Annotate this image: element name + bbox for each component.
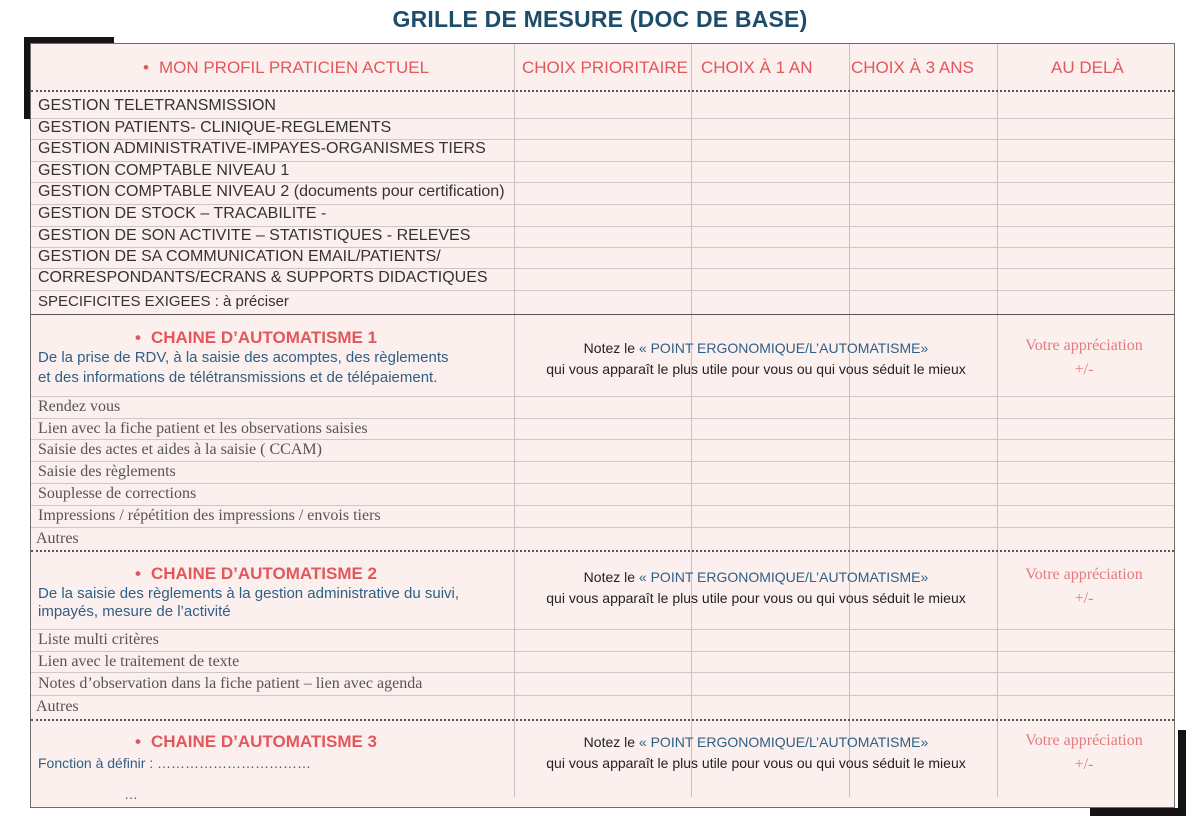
profile-row: SPECIFICITES EXIGEES : à préciser: [38, 293, 289, 310]
measurement-grid: [30, 43, 1175, 808]
header-au-dela: AU DELÀ: [1051, 58, 1124, 77]
profile-row: GESTION DE SA COMMUNICATION EMAIL/PATIENTS/: [38, 248, 441, 265]
profile-row: GESTION TELETRANSMISSION: [38, 97, 276, 114]
column-divider: [514, 44, 515, 797]
profile-row: GESTION COMPTABLE NIVEAU 1: [38, 162, 290, 179]
separator-dotted: [31, 90, 1174, 92]
section3-desc: Fonction à définir : ……………………………: [38, 755, 312, 771]
profile-row: GESTION COMPTABLE NIVEAU 2 (documents pour certification): [38, 183, 505, 200]
section2-title: • CHAINE D’AUTOMATISME 2: [135, 564, 377, 583]
column-divider: [849, 44, 850, 797]
corner-mark-bottom-right-vertical: [1178, 730, 1186, 816]
profile-row: GESTION PATIENTS- CLINIQUE-REGLEMENTS: [38, 119, 392, 136]
section1-desc-line2: et des informations de télétransmissions et de télépaiement.: [38, 369, 438, 386]
section3-ellipsis: …: [124, 786, 138, 802]
section1-note: Notez le « POINT ERGONOMIQUE/L’AUTOMATISME» qui vous apparaît le plus utile pour vous ou qui vous séduit le mieux: [546, 340, 966, 377]
section-separator: [31, 314, 1174, 315]
section3-title: • CHAINE D’AUTOMATISME 3: [135, 732, 377, 751]
section2-note: Notez le « POINT ERGONOMIQUE/L’AUTOMATISME» qui vous apparaît le plus utile pour vous ou qui vous séduit le mieux: [546, 569, 966, 606]
section2-row: Lien avec le traitement de texte: [38, 653, 240, 670]
section2-row: Liste multi critères: [38, 631, 159, 648]
separator-dotted: [31, 719, 1174, 721]
section3-note: Notez le « POINT ERGONOMIQUE/L’AUTOMATISME» qui vous apparaît le plus utile pour vous ou qui vous séduit le mieux: [546, 734, 966, 771]
header-choix-prioritaire: CHOIX PRIORITAIRE: [522, 58, 688, 77]
section2-desc-line2: impayés, mesure de l’activité: [38, 603, 231, 620]
section1-row: Souplesse de corrections: [38, 485, 197, 502]
header-profile: • MON PROFIL PRATICIEN ACTUEL: [143, 58, 430, 77]
section1-row: Lien avec la fiche patient et les observations saisies: [38, 420, 368, 437]
section2-row: Autres: [36, 698, 79, 715]
profile-row: GESTION ADMINISTRATIVE-IMPAYES-ORGANISMES TIERS: [38, 140, 486, 157]
column-divider: [997, 44, 998, 797]
section1-row: Saisie des règlements: [38, 463, 176, 480]
section1-row: Autres: [36, 530, 79, 547]
header-choix-3-ans: CHOIX À 3 ANS: [851, 58, 974, 77]
section1-appreciation: Votre appréciation +/-: [1025, 337, 1143, 378]
section1-row: Rendez vous: [38, 398, 121, 415]
section1-row: Saisie des actes et aides à la saisie ( CCAM): [38, 441, 322, 458]
section2-row: Notes d’observation dans la fiche patient – lien avec agenda: [38, 675, 423, 692]
header-choix-1-an: CHOIX À 1 AN: [701, 58, 813, 77]
section1-row: Impressions / répétition des impressions / envois tiers: [38, 507, 381, 524]
separator-dotted: [31, 550, 1174, 552]
section1-desc-line1: De la prise de RDV, à la saisie des acomptes, des règlements: [38, 349, 449, 366]
corner-mark-bottom-right: [1090, 808, 1186, 816]
section1-title: • CHAINE D’AUTOMATISME 1: [135, 328, 377, 347]
column-divider: [691, 44, 692, 797]
section2-appreciation: Votre appréciation +/-: [1025, 566, 1143, 607]
profile-row: CORRESPONDANTS/ECRANS & SUPPORTS DIDACTIQUES: [38, 269, 488, 286]
profile-row: GESTION DE SON ACTIVITE – STATISTIQUES - RELEVES: [38, 227, 471, 244]
section3-appreciation: Votre appréciation +/-: [1025, 732, 1143, 773]
section2-desc-line1: De la saisie des règlements à la gestion administrative du suivi,: [38, 585, 460, 602]
page-title: GRILLE DE MESURE (DOC DE BASE): [392, 6, 808, 32]
profile-row: GESTION DE STOCK – TRACABILITE -: [38, 205, 327, 222]
